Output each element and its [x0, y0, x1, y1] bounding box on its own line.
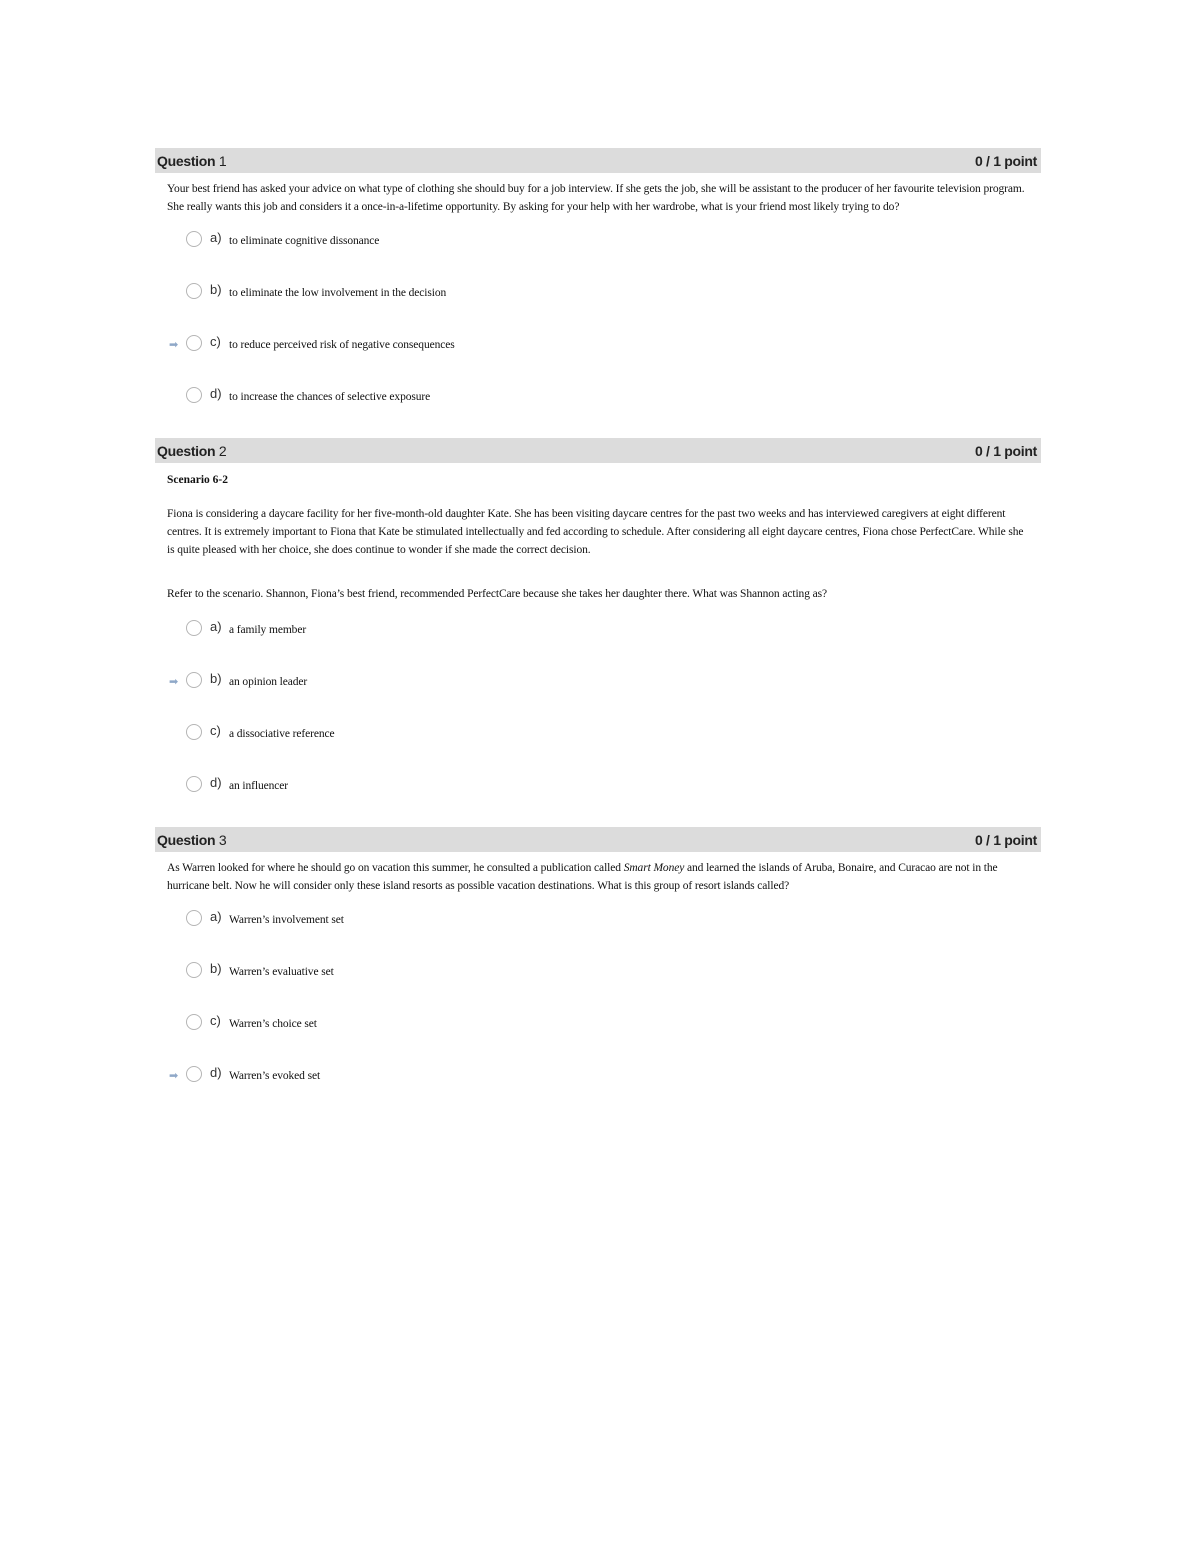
question-1: [155, 148, 1041, 438]
answer-option-d[interactable]: [167, 775, 1041, 827]
radio-button-icon[interactable]: [186, 231, 202, 247]
answer-option-c[interactable]: [167, 1013, 1041, 1065]
option-text: an opinion leader: [229, 676, 308, 688]
arrow-right-icon: ➡: [169, 338, 179, 351]
question-header: [155, 827, 1041, 852]
radio-button-icon[interactable]: [186, 1066, 202, 1082]
option-letter: d): [210, 775, 222, 790]
option-letter: a): [210, 619, 222, 634]
option-letter: c): [210, 334, 221, 349]
option-letter: b): [210, 282, 222, 297]
radio-button-icon[interactable]: [186, 910, 202, 926]
question-header: [155, 438, 1041, 463]
option-letter: c): [210, 723, 221, 738]
option-letter: d): [210, 386, 222, 401]
option-text: an influencer: [229, 780, 289, 792]
answer-option-c[interactable]: [167, 723, 1041, 775]
arrow-right-icon: ➡: [169, 1069, 179, 1082]
radio-button-icon[interactable]: [186, 962, 202, 978]
radio-button-icon[interactable]: [186, 776, 202, 792]
answer-option-d[interactable]: [167, 386, 1041, 438]
answer-option-c[interactable]: [167, 334, 1041, 386]
option-text: Warren’s evaluative set: [229, 966, 334, 978]
option-text: to reduce perceived risk of negative consequences: [229, 339, 455, 351]
answer-option-b[interactable]: [167, 282, 1041, 334]
answer-option-b[interactable]: [167, 961, 1041, 1013]
option-letter: a): [210, 230, 222, 245]
option-text: Warren’s involvement set: [229, 914, 344, 926]
question-title: Question 3: [157, 831, 227, 848]
radio-button-icon[interactable]: [186, 387, 202, 403]
question-text: Your best friend has asked your advice on what type of clothing she should buy for a job interview. If she gets the job, she will be assistant to the producer of her favourite television program. She really wants this job and considers it a once-in-a-lifetime opportunity. By asking for your help with her wardrobe, what is your friend most likely trying to do?: [167, 183, 1025, 213]
radio-button-icon[interactable]: [186, 283, 202, 299]
answer-option-a[interactable]: [167, 909, 1041, 961]
option-text: to eliminate cognitive dissonance: [229, 235, 380, 247]
question-title: Question 1: [157, 152, 227, 169]
radio-button-icon[interactable]: [186, 724, 202, 740]
option-text: to eliminate the low involvement in the decision: [229, 287, 447, 299]
question-text: As Warren looked for where he should go on vacation this summer, he consulted a publication called Smart Money and learned the islands of Aruba, Bonaire, and Curacao are not in the hurricane belt. Now he will consider only these island resorts as possible vacation destinations. What is this group of resort islands called?: [167, 862, 998, 892]
option-letter: b): [210, 671, 222, 686]
option-text: Warren’s evoked set: [229, 1070, 321, 1082]
answer-option-b[interactable]: [167, 671, 1041, 723]
answer-options: [167, 619, 1041, 827]
answer-options: [167, 230, 1041, 438]
arrow-right-icon: ➡: [169, 675, 179, 688]
option-text: a family member: [229, 624, 307, 636]
scenario-title: Scenario 6-2: [167, 474, 229, 486]
radio-button-icon[interactable]: [186, 1014, 202, 1030]
answer-option-a[interactable]: [167, 619, 1041, 671]
option-letter: c): [210, 1013, 221, 1028]
question-text: Refer to the scenario. Shannon, Fiona’s best friend, recommended PerfectCare because she takes her daughter there. What was Shannon acting as?: [167, 588, 828, 600]
option-text: to increase the chances of selective exposure: [229, 391, 431, 403]
scenario-text: Fiona is considering a daycare facility for her five-month-old daughter Kate. She has been visiting daycare centres for the past two weeks and has interviewed caregivers at eight different centres. It is extremely important to Fiona that Kate be stimulated intellectually and fed according to schedule. After considering all eight daycare centres, Fiona chose PerfectCare. While she is quite pleased with her choice, she does continue to wonder if she made the correct decision.: [167, 508, 1024, 556]
option-text: Warren’s choice set: [229, 1018, 317, 1030]
option-letter: b): [210, 961, 222, 976]
answer-option-d[interactable]: [167, 1065, 1041, 1117]
question-2: [155, 438, 1041, 827]
option-letter: d): [210, 1065, 222, 1080]
question-header: [155, 148, 1041, 173]
quiz-results: [155, 148, 1041, 1117]
question-score: 0 / 1 point: [974, 831, 1037, 848]
question-title: Question 2: [157, 442, 227, 459]
option-text: a dissociative reference: [229, 728, 335, 740]
radio-button-icon[interactable]: [186, 335, 202, 351]
answer-options: [167, 909, 1041, 1117]
question-score: 0 / 1 point: [974, 152, 1037, 169]
option-letter: a): [210, 909, 222, 924]
question-score: 0 / 1 point: [974, 442, 1037, 459]
radio-button-icon[interactable]: [186, 620, 202, 636]
radio-button-icon[interactable]: [186, 672, 202, 688]
question-3: [155, 827, 1041, 1117]
publication-title: Smart Money: [623, 862, 685, 874]
answer-option-a[interactable]: [167, 230, 1041, 282]
